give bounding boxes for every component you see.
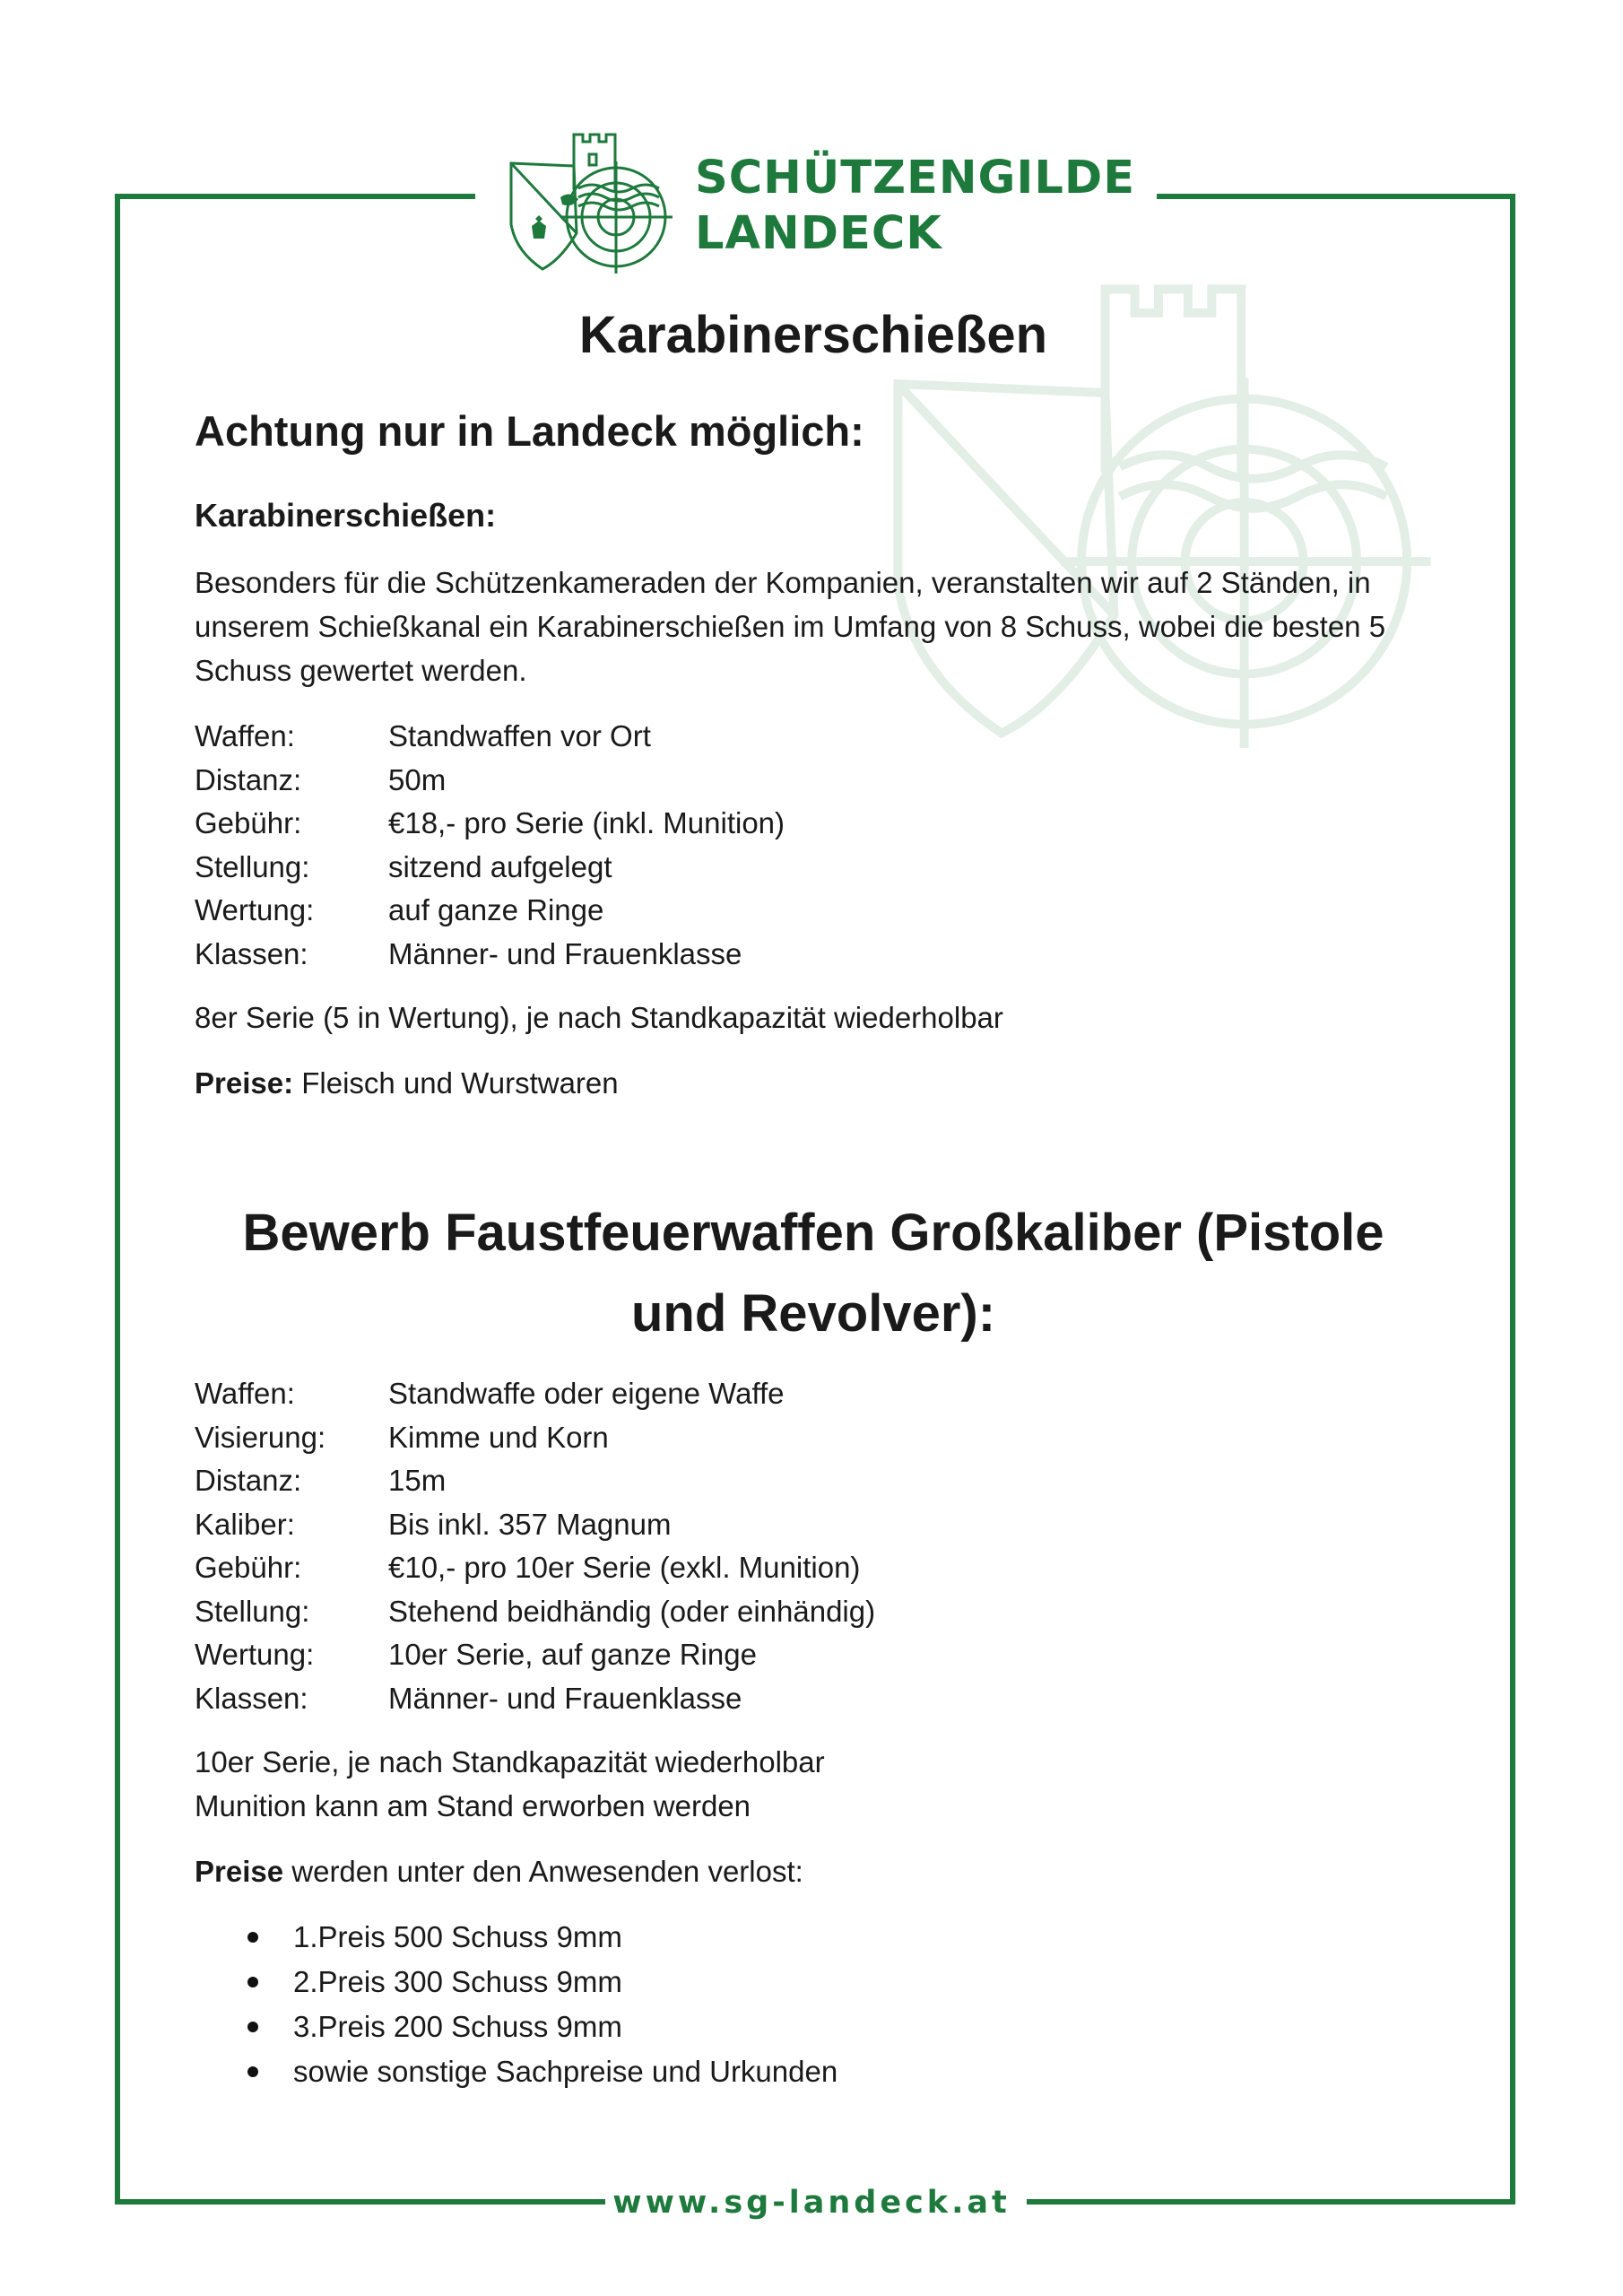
organization-name: SCHÜTZENGILDE LANDECK xyxy=(695,152,1136,260)
section1-subheading: Karabinerschießen: xyxy=(195,497,497,534)
bullet-icon xyxy=(247,2022,258,2032)
schuetzengilde-logo-icon xyxy=(507,126,686,278)
section2-notes: 10er Serie, je nach Standkapazität wiederholbar Munition kann am Stand erworben werden xyxy=(195,1745,825,1822)
bullet-icon xyxy=(247,1977,258,1987)
section1-description: Besonders für die Schützenkameraden der Kompanien, veranstalten wir auf 2 Ständen, in unserem Schießkanal ein Karabinerschießen im Umfang von 8 Schuss, wobei die besten 5 Schuss gewertet werden. xyxy=(195,566,1386,687)
website-link[interactable]: www.sg-landeck.at xyxy=(612,2185,1011,2221)
section1-title: Karabinerschießen xyxy=(578,306,1048,364)
section1-series-note: 8er Serie (5 in Wertung), je nach Standkapazität wiederholbar xyxy=(195,1001,1003,1034)
bullet-icon xyxy=(247,1932,258,1943)
section2-title: Bewerb Faustfeuerwaffen Großkaliber (Pistole und Revolver): xyxy=(242,1204,1384,1343)
bullet-icon xyxy=(247,2066,258,2077)
section2-prizes: Preise werden unter den Anwesenden verlost: xyxy=(195,1855,803,1888)
section1-notice: Achtung nur in Landeck möglich: xyxy=(195,407,864,455)
section1-prizes: Preise: Fleisch und Wurstwaren xyxy=(195,1066,619,1100)
